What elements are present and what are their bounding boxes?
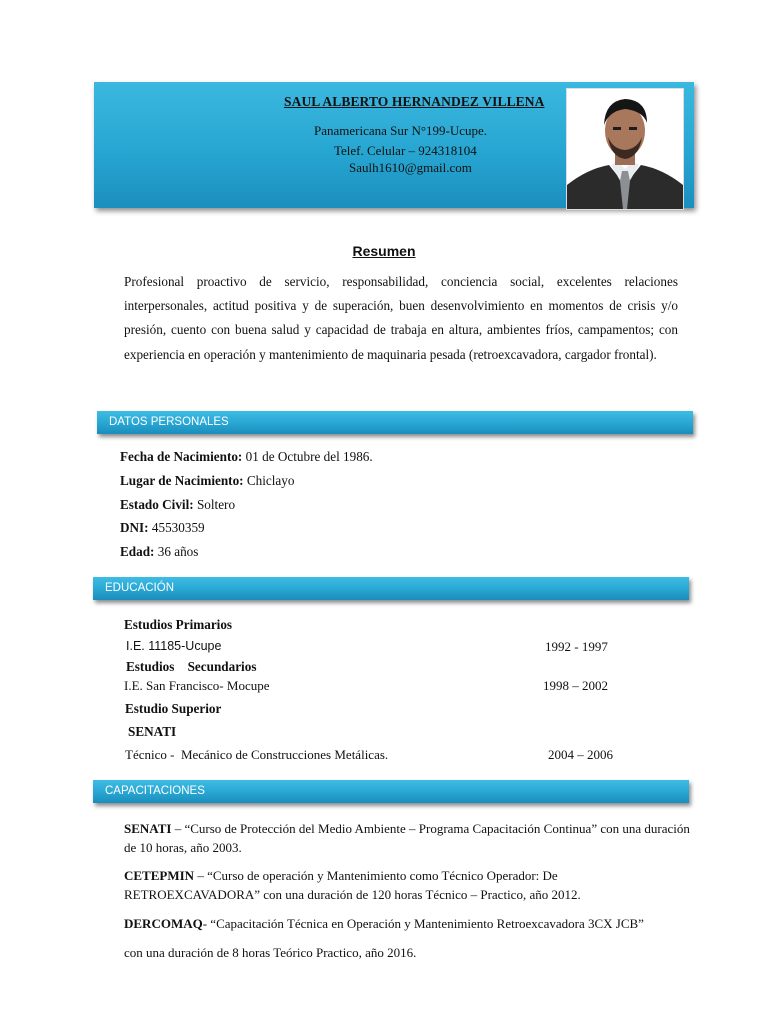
training-item: [124, 819, 694, 857]
training-item: [124, 866, 664, 904]
field-value: Chiclayo: [243, 473, 295, 488]
field-value: 36 años: [154, 544, 199, 559]
person-portrait-icon: [567, 89, 683, 209]
superior-career: Técnico - Mecánico de Construcciones Metálicas.: [125, 747, 389, 762]
profile-photo: [566, 88, 684, 210]
superior-years: 2004 – 2006: [548, 747, 613, 762]
field-birthdate: [120, 449, 373, 465]
candidate-name: SAUL ALBERTO HERNANDEZ VILLENA: [284, 94, 545, 109]
field-label: Lugar de Nacimiento:: [120, 473, 244, 488]
section-training: CAPACITACIONES: [93, 780, 689, 803]
address: Panamericana Sur N°199-Ucupe.: [314, 123, 488, 138]
email: Saulh1610@gmail.com: [349, 160, 472, 175]
summary-title: Resumen: [352, 243, 416, 259]
phone: Telef. Celular – 924318104: [334, 143, 477, 158]
training-text: – “Curso de Protección del Medio Ambiente – Programa Capacitación Continua” con una duración de 10 horas, año 2003.: [124, 821, 690, 855]
training-item-continuation: [124, 945, 694, 961]
training-org: CETEPMIN: [124, 868, 195, 883]
summary-text: Profesional proactivo de servicio, responsabilidad, conciencia social, excelentes relaciones interpersonales, actitud positiva y de superación, buen desenvolvimiento en momentos de crisis y/o presión, cuento con buena salud y capacidad de trabaja en altura, ambientes fríos, campamentos; con experiencia en operación y mantenimiento de maquinaria pesada (retroexcavadora, cargador frontal).: [124, 274, 678, 362]
primary-school: I.E. 11185-Ucupe: [126, 639, 222, 653]
field-value: 01 de Octubre del 1986.: [242, 449, 373, 464]
section-education: EDUCACIÓN: [93, 577, 689, 600]
field-birthplace: [120, 473, 294, 489]
field-label: Fecha de Nacimiento:: [120, 449, 243, 464]
training-text: - “Capacitación Técnica en Operación y Mantenimiento Retroexcavadora 3CX JCB”: [202, 916, 644, 931]
secondary-school: I.E. San Francisco- Mocupe: [124, 678, 270, 693]
primary-years: 1992 - 1997: [545, 639, 608, 654]
section-personal-data: DATOS PERSONALES: [97, 411, 693, 434]
training-text: con una duración de 8 horas Teórico Practico, año 2016.: [124, 945, 417, 960]
training-org: DERCOMAQ: [124, 916, 203, 931]
field-value: 45530359: [148, 520, 205, 535]
training-text: – “Curso de operación y Mantenimiento como Técnico Operador: De RETROEXCAVADORA” con una duración de 120 horas Técnico – Practico, año 2012.: [124, 868, 581, 902]
secondary-years: 1998 – 2002: [543, 678, 608, 693]
training-item: [124, 916, 694, 932]
header-banner: [94, 82, 694, 208]
secondary-label: Estudios Secundarios: [126, 659, 257, 674]
primary-label: Estudios Primarios: [124, 617, 233, 632]
field-marital-status: [120, 497, 235, 513]
superior-label: Estudio Superior: [125, 701, 222, 716]
training-org: SENATI: [124, 821, 172, 836]
field-label: DNI:: [120, 520, 149, 535]
field-dni: [120, 520, 205, 536]
field-age: [120, 544, 198, 560]
field-value: Soltero: [193, 497, 236, 512]
field-label: Edad:: [120, 544, 155, 559]
superior-institution: SENATI: [128, 724, 177, 739]
field-label: Estado Civil:: [120, 497, 194, 512]
